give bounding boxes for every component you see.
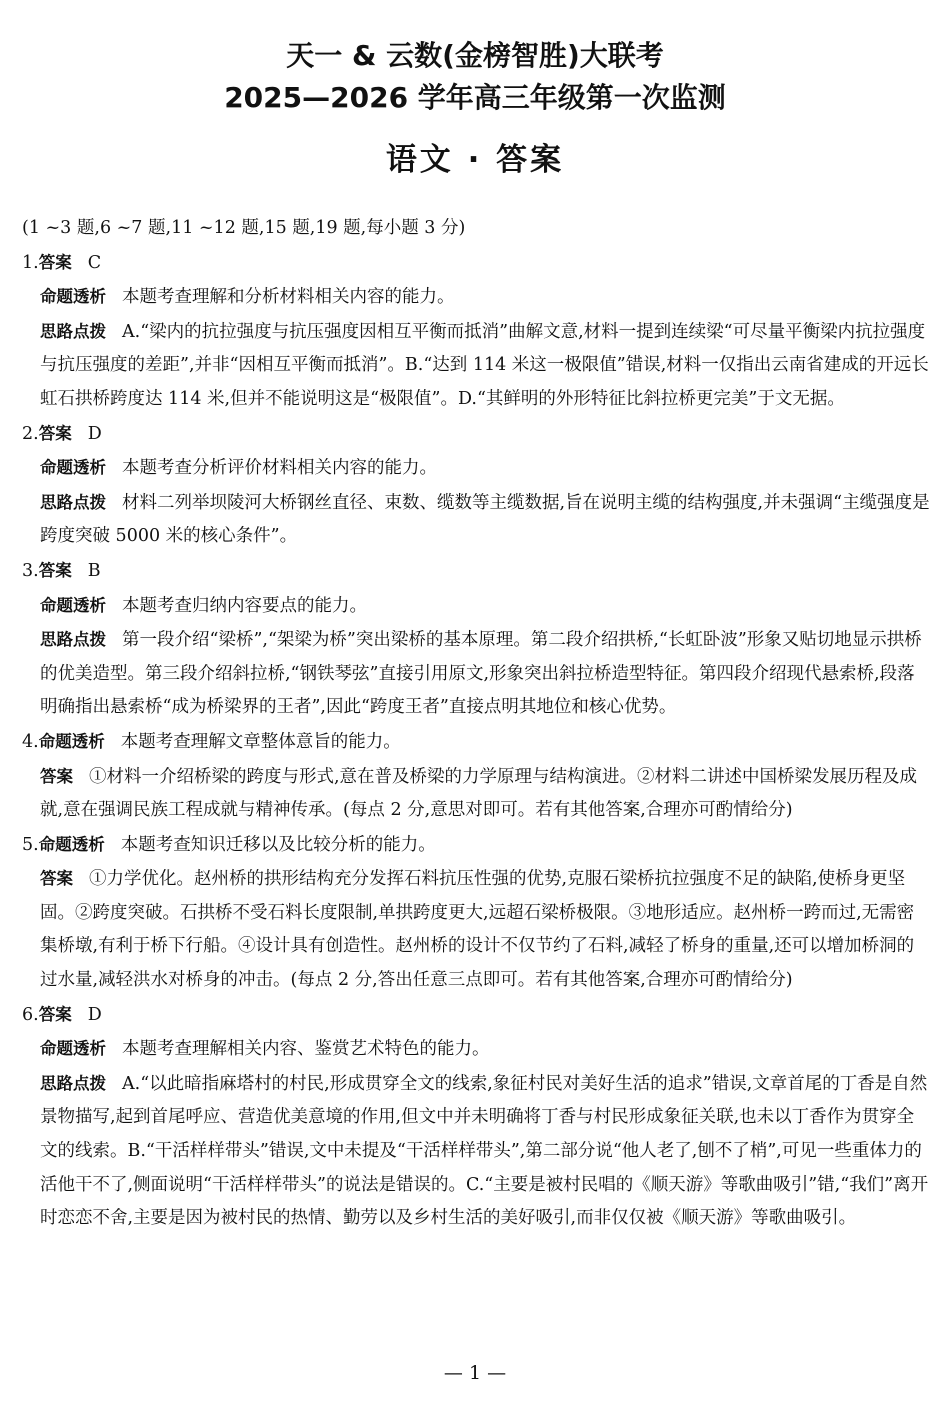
hint-label: 思路点拨	[40, 492, 106, 512]
q6-hint: A.“以此暗指麻塔村的村民,形成贯穿全文的线索,象征村民对美好生活的追求”错误,文章首尾的丁香是自然景物描写,起到首尾呼应、营造优美意境的作用,但文中并未明确将丁香与村民形成象征关联,也未以丁香作为贯穿全文的线索。B.“干活样样带头”错误,文中未提及“干活样样带头”,第二部分说“他人老了,刨不了梢”,可见一些重体力的活他干不了,侧面说明“干活样样带头”的说法是错误的。C.“主要是被村民唱的《顺天游》等歌曲吸引”错,“我们”离开时恋恋不舍,主要是因为被村民的热情、勤劳以及乡村生活的美好吸引,而非仅仅被《顺天游》等歌曲吸引。	[40, 1073, 929, 1229]
hint-label: 思路点拨	[40, 321, 106, 341]
q3-number: 3.	[22, 560, 39, 581]
q1-answer-line	[22, 246, 930, 281]
analysis-label: 命题透析	[38, 731, 105, 751]
analysis-label: 命题透析	[40, 595, 106, 615]
analysis-label: 命题透析	[40, 287, 106, 307]
q2-hint-line	[22, 486, 930, 554]
score-note: (1 ~3 题,6 ~7 题,11 ~12 题,15 题,19 题,每小题 3 分)	[22, 218, 466, 238]
q2-number: 2.	[22, 423, 39, 444]
q3-analysis: 本题考查归纳内容要点的能力。	[122, 595, 367, 616]
q5-answer-text: ①力学优化。赵州桥的拱形结构充分发挥石料抗压性强的优势,克服石梁桥抗拉强度不足的缺陷,使桥身更坚固。②跨度突破。石拱桥不受石料长度限制,单拱跨度更大,远超石梁桥极限。③地形适应。赵州桥一跨而过,无需密集桥墩,有利于桥下行船。④设计具有创造性。赵州桥的设计不仅节约了石料,减轻了桥身的重量,还可以增加桥洞的过水量,减轻洪水对桥身的冲击。(每点 2 分,答出任意三点即可。若有其他答案,合理亦可酌情给分)	[40, 869, 915, 991]
q1-hint-line	[22, 315, 930, 417]
hint-label: 思路点拨	[40, 1073, 106, 1093]
q6-hint-line	[22, 1067, 930, 1236]
q5-number: 5.	[22, 834, 39, 855]
q1-hint: A.“梁内的抗拉强度与抗压强度因相互平衡而抵消”曲解文意,材料一提到连续梁“可尽量平衡梁内抗拉强度与抗压强度的差距”,并非“因相互平衡而抵消”。B.“达到 114 米这一极限值”错误,材料一仅指出云南省建成的开远长虹石拱桥跨度达 114 米,但并不能说明这是“极限值”。D.“其鲜明的外形特征比斜拉桥更完美”于文无据。	[40, 321, 929, 409]
q6-number: 6.	[22, 1004, 39, 1025]
q3-analysis-line	[22, 589, 930, 624]
q1-analysis: 本题考查理解和分析材料相关内容的能力。	[122, 287, 455, 308]
answer-label: 答案	[38, 423, 72, 443]
q4-answer-text: ①材料一介绍桥梁的跨度与形式,意在普及桥梁的力学原理与结构演进。②材料二讲述中国桥梁发展历程及成就,意在强调民族工程成就与精神传承。(每点 2 分,意思对即可。若有其他答案,合理亦可酌情给分)	[40, 766, 918, 821]
q2-analysis: 本题考查分析评价材料相关内容的能力。	[122, 458, 437, 479]
q5-answer-line	[22, 862, 930, 997]
page-number: — 1 —	[443, 1362, 507, 1384]
q3-hint: 第一段介绍“梁桥”,“架梁为桥”突出梁桥的基本原理。第二段介绍拱桥,“长虹卧波”形象又贴切地显示拱桥的优美造型。第三段介绍斜拉桥,“钢铁琴弦”直接引用原文,形象突出斜拉桥造型特征。第四段介绍现代悬索桥,段落明确指出悬索桥“成为桥梁界的王者”,因此“跨度王者”直接点明其地位和核心优势。	[40, 630, 922, 718]
q3-answer: B	[87, 560, 101, 581]
q3-hint-line	[22, 623, 930, 725]
q6-answer-line	[22, 998, 930, 1033]
q2-hint: 材料二列举坝陵河大桥钢丝直径、束数、缆数等主缆数据,旨在说明主缆的结构强度,并未强调“主缆强度是跨度突破 5000 米的核心条件”。	[40, 492, 930, 547]
q1-answer: C	[87, 252, 102, 273]
answer-label: 答案	[38, 252, 72, 272]
answer-label: 答案	[40, 869, 73, 889]
subject-title: 语文 · 答案	[385, 142, 565, 178]
q6-answer: D	[87, 1004, 102, 1025]
answer-label: 答案	[38, 1004, 72, 1024]
q5-analysis: 本题考查知识迁移以及比较分析的能力。	[120, 834, 436, 855]
q4-answer-line	[22, 760, 930, 828]
hint-label: 思路点拨	[40, 630, 106, 650]
q2-analysis-line	[22, 451, 930, 486]
analysis-label: 命题透析	[38, 834, 105, 854]
q6-analysis: 本题考查理解相关内容、鉴赏艺术特色的能力。	[122, 1039, 490, 1060]
q4-number: 4.	[22, 731, 39, 752]
analysis-label: 命题透析	[40, 458, 106, 478]
q3-answer-line	[22, 554, 930, 589]
exam-subtitle: 2025—2026 学年高三年级第一次监测	[224, 81, 726, 114]
q2-answer-line	[22, 417, 930, 452]
q1-analysis-line	[22, 280, 930, 315]
q5-analysis-line	[22, 828, 930, 863]
q2-answer: D	[87, 423, 102, 444]
answer-label: 答案	[38, 560, 72, 580]
answer-label: 答案	[40, 766, 73, 786]
q4-analysis: 本题考查理解文章整体意旨的能力。	[120, 731, 401, 752]
q1-number: 1.	[22, 252, 39, 273]
analysis-label: 命题透析	[40, 1039, 106, 1059]
q6-analysis-line	[22, 1032, 930, 1067]
exam-title: 天一 & 云数(金榜智胜)大联考	[286, 39, 664, 72]
answer-body	[22, 212, 930, 1236]
q4-analysis-line	[22, 725, 930, 760]
